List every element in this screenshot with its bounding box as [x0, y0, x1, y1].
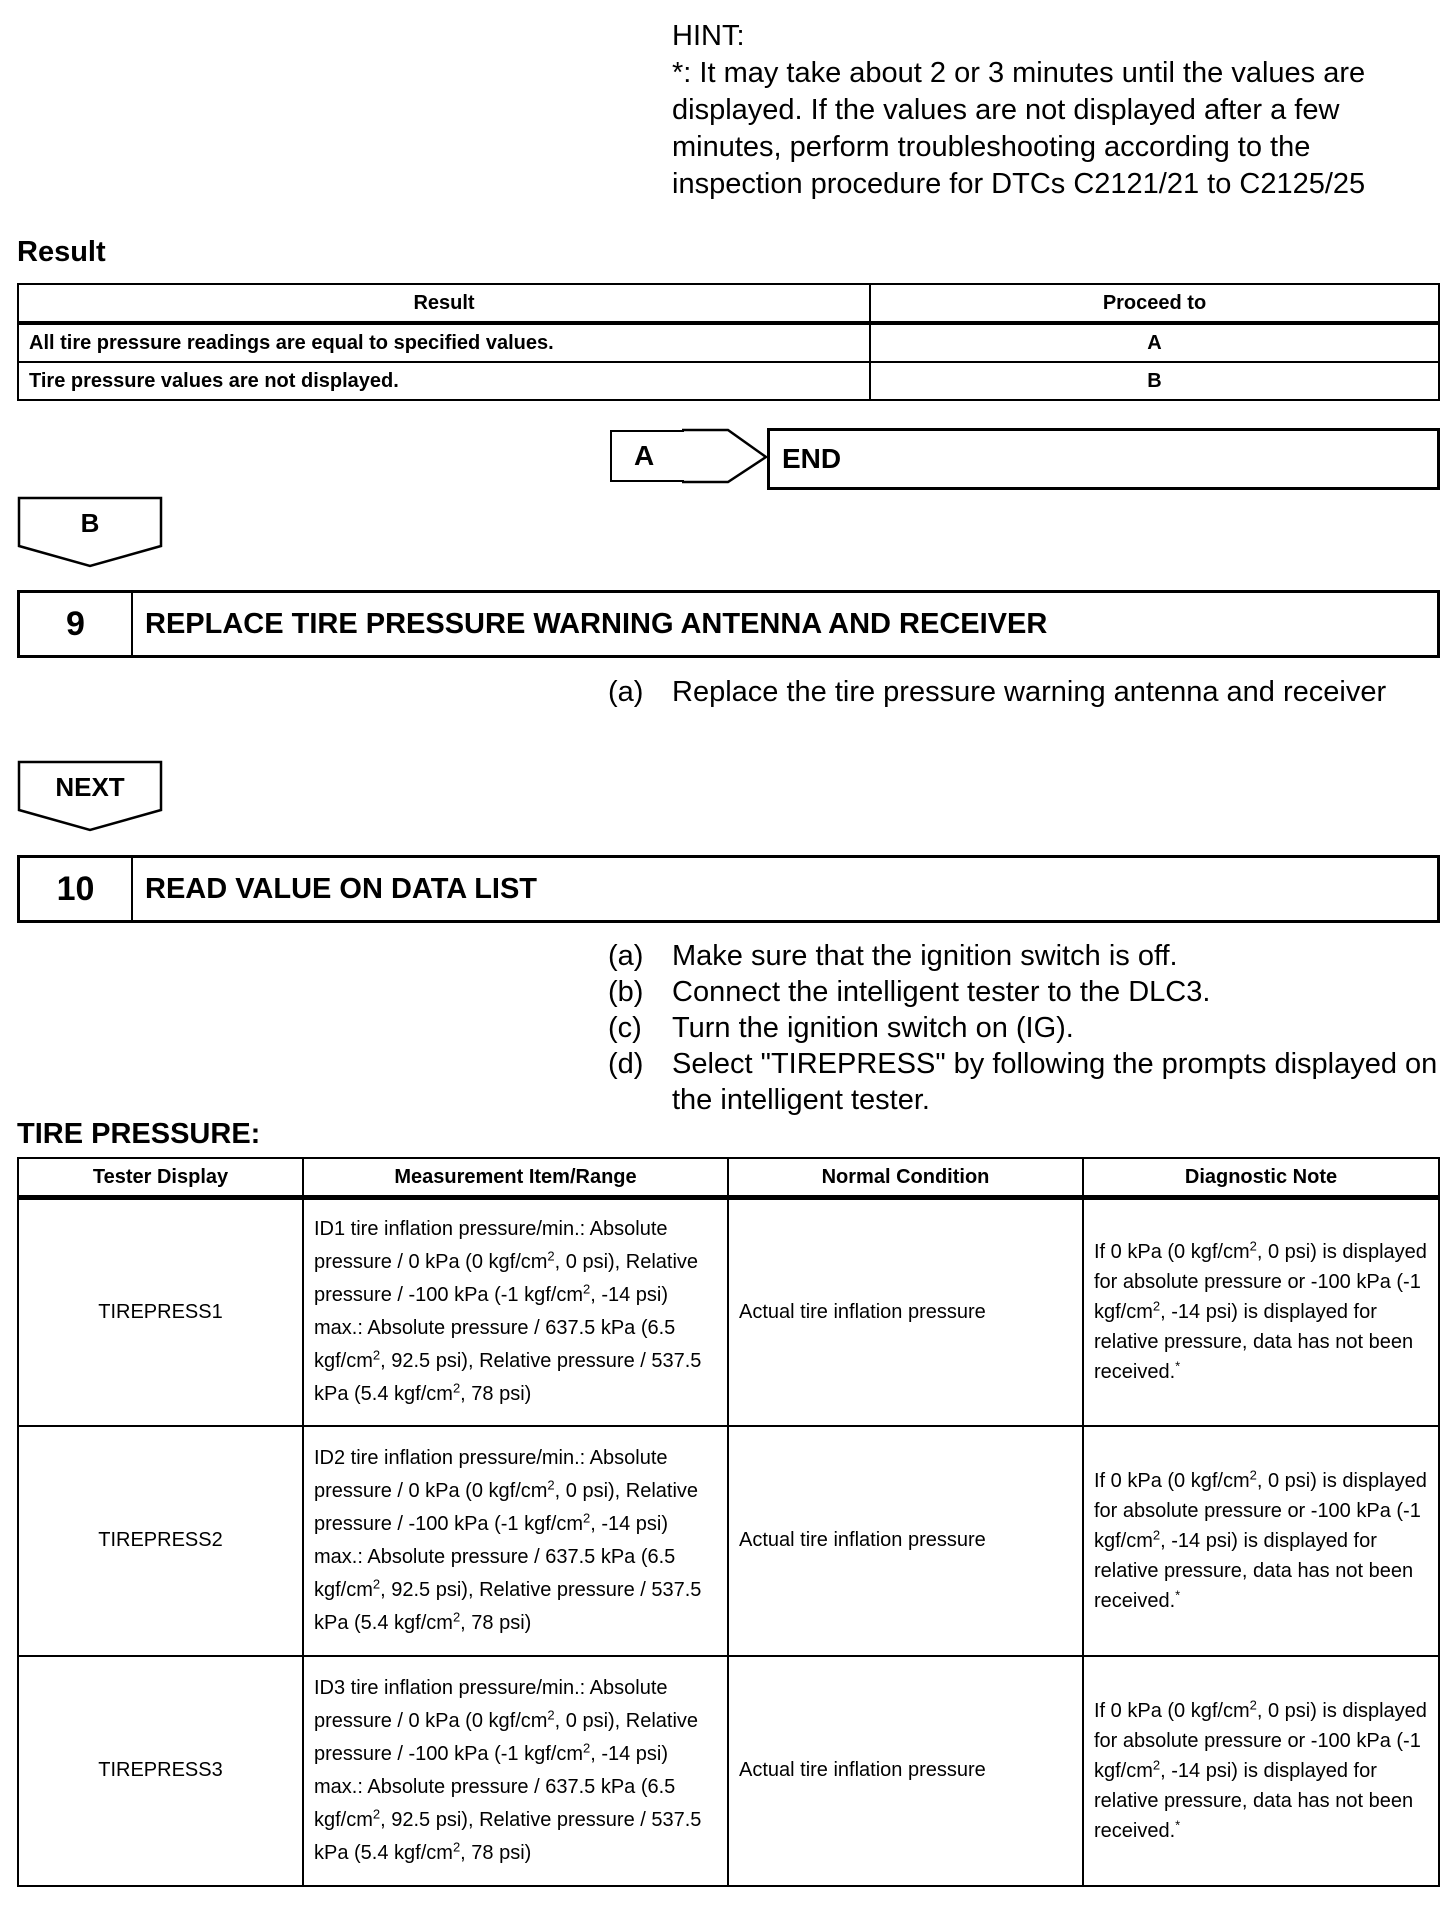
step-number: 9 — [20, 593, 133, 655]
procedure-text: Select "TIREPRESS" by following the prompts displayed on the intelligent tester. — [672, 1048, 1438, 1116]
result-cell: All tire pressure readings are equal to specified values. — [18, 323, 870, 362]
proceed-cell: B — [870, 362, 1439, 400]
column-header-tester-display: Tester Display — [18, 1158, 303, 1198]
tester-display-cell: TIREPRESS3 — [18, 1656, 303, 1886]
result-table-header — [18, 284, 1439, 323]
tester-display-cell: TIREPRESS2 — [18, 1426, 303, 1656]
procedure-text: Turn the ignition switch on (IG). — [672, 1012, 1074, 1044]
diagnostic-note-cell: If 0 kPa (0 kgf/$cm^2$, 0 psi) is displayed for absolute pressure or -100 kPa (-1 kgf/$cm^2$, -14 psi) is displayed for relative pressure, data has not been received.* — [1083, 1198, 1439, 1426]
procedure-item — [608, 974, 1452, 1010]
column-header-diagnostic-note: Diagnostic Note — [1083, 1158, 1439, 1198]
measurement-cell: ID2 tire inflation pressure/min.: Absolute pressure / 0 kPa (0 kgf/$cm^2$, 0 psi), Relative pressure / -100 kPa (-1 kgf/$cm^2$, -14 psi) max.: Absolute pressure / 637.5 kPa (6.5 kgf/$cm^2$, 92.5 psi), Relative pressure / 537.5 kPa (5.4 kgf/$cm^2$, 78 psi) — [303, 1426, 728, 1656]
diagnostic-note-cell: If 0 kPa (0 kgf/$cm^2$, 0 psi) is displayed for absolute pressure or -100 kPa (-1 kgf/$cm^2$, -14 psi) is displayed for relative pressure, data has not been received.* — [1083, 1656, 1439, 1886]
tire-pressure-table-header — [18, 1158, 1439, 1198]
table-row — [18, 323, 1439, 362]
procedure-text: Replace the tire pressure warning antenna and receiver — [672, 676, 1387, 708]
procedure-item — [608, 938, 1452, 974]
normal-condition-cell: Actual tire inflation pressure — [728, 1198, 1083, 1426]
result-cell: Tire pressure values are not displayed. — [18, 362, 870, 400]
tester-display-cell: TIREPRESS1 — [18, 1198, 303, 1426]
column-header-result: Result — [18, 284, 870, 323]
procedure-item — [608, 674, 1452, 710]
arrow-right-icon — [682, 428, 768, 486]
decision-b-label: B — [80, 508, 100, 538]
column-header-normal-condition: Normal Condition — [728, 1158, 1083, 1198]
normal-condition-cell: Actual tire inflation pressure — [728, 1656, 1083, 1886]
table-row — [18, 1426, 1439, 1656]
column-header-proceed: Proceed to — [870, 284, 1439, 323]
procedure-item — [608, 1010, 1452, 1046]
procedure-item — [608, 1046, 1452, 1118]
tire-pressure-heading: TIRE PRESSURE: — [17, 1118, 261, 1150]
step-10-procedures — [608, 938, 1452, 1118]
hint-block — [672, 18, 1432, 203]
step-10-header — [17, 855, 1440, 923]
table-row — [18, 1198, 1439, 1426]
next-tag — [17, 760, 165, 834]
step-9-header — [17, 590, 1440, 658]
column-header-measurement: Measurement Item/Range — [303, 1158, 728, 1198]
procedure-letter: (a) — [608, 940, 644, 972]
table-row — [18, 1656, 1439, 1886]
result-heading: Result — [17, 236, 106, 268]
step-9-procedures — [608, 674, 1452, 710]
decision-a-box — [610, 430, 684, 482]
step-title: REPLACE TIRE PRESSURE WARNING ANTENNA AND RECEIVER — [145, 607, 1048, 640]
procedure-letter: (b) — [608, 976, 644, 1008]
procedure-text: Connect the intelligent tester to the DLC3. — [672, 976, 1211, 1008]
measurement-cell: ID1 tire inflation pressure/min.: Absolute pressure / 0 kPa (0 kgf/$cm^2$, 0 psi), Relative pressure / -100 kPa (-1 kgf/$cm^2$, -14 psi) max.: Absolute pressure / 637.5 kPa (6.5 kgf/$cm^2$, 92.5 psi), Relative pressure / 537.5 kPa (5.4 kgf/$cm^2$, 78 psi) — [303, 1198, 728, 1426]
procedure-letter: (d) — [608, 1048, 644, 1080]
proceed-cell: A — [870, 323, 1439, 362]
step-title: READ VALUE ON DATA LIST — [145, 872, 538, 905]
diagnostic-note-cell: If 0 kPa (0 kgf/$cm^2$, 0 psi) is displayed for absolute pressure or -100 kPa (-1 kgf/$cm^2$, -14 psi) is displayed for relative pressure, data has not been received.* — [1083, 1426, 1439, 1656]
hint-text: *: It may take about 2 or 3 minutes until the values are displayed. If the values are not displayed after a few minutes, perform troubleshooting according to the inspection procedure for DTCs C2121/21 to C2125/25 — [672, 57, 1366, 200]
step-number: 10 — [20, 858, 133, 920]
measurement-cell: ID3 tire inflation pressure/min.: Absolute pressure / 0 kPa (0 kgf/$cm^2$, 0 psi), Relative pressure / -100 kPa (-1 kgf/$cm^2$, -14 psi) max.: Absolute pressure / 637.5 kPa (6.5 kgf/$cm^2$, 92.5 psi), Relative pressure / 537.5 kPa (5.4 kgf/$cm^2$, 78 psi) — [303, 1656, 728, 1886]
end-box — [767, 428, 1440, 490]
table-row — [18, 362, 1439, 400]
hint-label: HINT: — [672, 20, 745, 52]
normal-condition-cell: Actual tire inflation pressure — [728, 1426, 1083, 1656]
procedure-letter: (c) — [608, 1012, 642, 1044]
end-label: END — [782, 443, 842, 474]
result-table — [17, 283, 1440, 401]
decision-a-label: A — [634, 440, 655, 471]
procedure-text: Make sure that the ignition switch is off. — [672, 940, 1178, 972]
tire-pressure-table — [17, 1157, 1440, 1887]
next-label: NEXT — [55, 772, 125, 802]
procedure-letter: (a) — [608, 676, 644, 708]
decision-b-tag — [17, 496, 165, 570]
